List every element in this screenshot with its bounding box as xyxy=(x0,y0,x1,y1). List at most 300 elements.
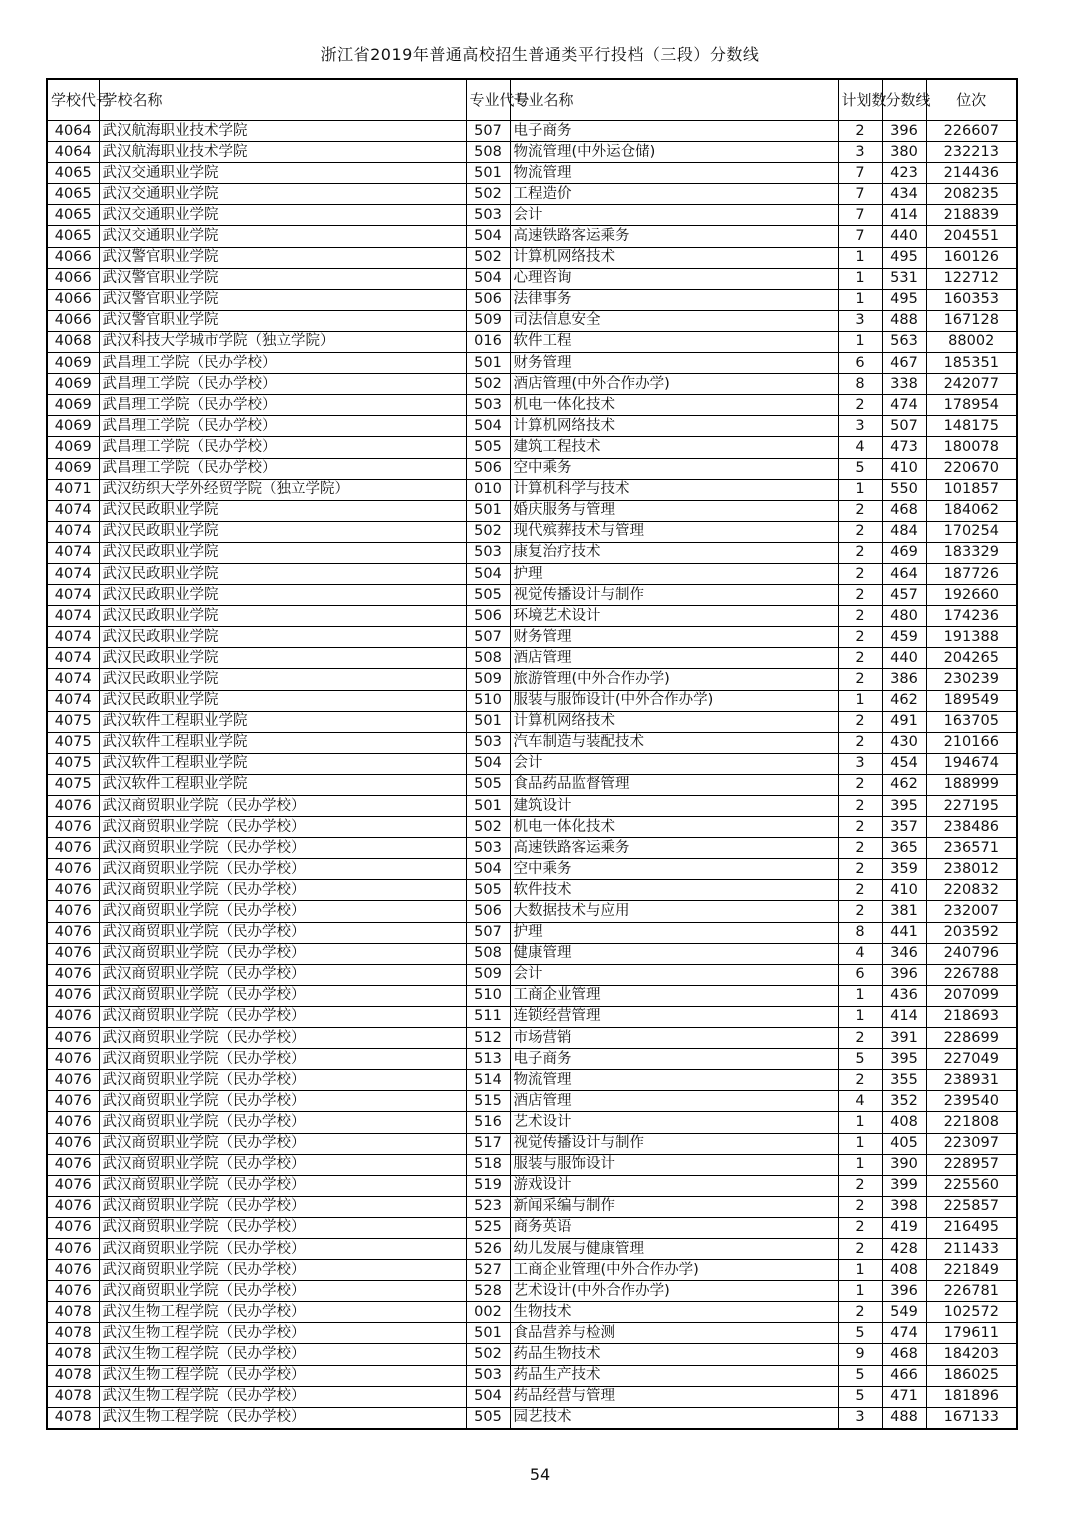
cell-score: 405 xyxy=(882,1133,926,1154)
cell-school-code: 4069 xyxy=(47,353,99,374)
cell-rank: 188999 xyxy=(926,774,1017,795)
cell-school-name: 武汉商贸职业学院（民办学校） xyxy=(99,817,466,838)
cell-school-code: 4064 xyxy=(47,121,99,142)
cell-school-name: 武汉生物工程学院（民办学校） xyxy=(99,1302,466,1323)
cell-major-code: 505 xyxy=(466,585,510,606)
cell-score: 352 xyxy=(882,1091,926,1112)
cell-score: 467 xyxy=(882,353,926,374)
cell-rank: 204265 xyxy=(926,648,1017,669)
cell-school-code: 4076 xyxy=(47,1260,99,1281)
cell-rank: 211433 xyxy=(926,1238,1017,1259)
table-row xyxy=(47,1238,1017,1259)
table-row xyxy=(47,732,1017,753)
cell-major-code: 503 xyxy=(466,395,510,416)
header-score: 分数线 xyxy=(882,79,926,121)
cell-score: 414 xyxy=(882,1006,926,1027)
cell-major-name: 财务管理 xyxy=(510,627,838,648)
cell-major-code: 502 xyxy=(466,184,510,205)
cell-major-name: 计算机网络技术 xyxy=(510,247,838,268)
cell-rank: 216495 xyxy=(926,1217,1017,1238)
table-row xyxy=(47,416,1017,437)
cell-score: 474 xyxy=(882,395,926,416)
cell-school-name: 武汉软件工程职业学院 xyxy=(99,711,466,732)
cell-major-code: 010 xyxy=(466,479,510,500)
cell-score: 471 xyxy=(882,1386,926,1407)
cell-major-code: 505 xyxy=(466,774,510,795)
cell-plan: 3 xyxy=(838,753,882,774)
cell-major-code: 513 xyxy=(466,1049,510,1070)
cell-rank: 192660 xyxy=(926,585,1017,606)
cell-score: 408 xyxy=(882,1260,926,1281)
cell-school-code: 4069 xyxy=(47,395,99,416)
cell-score: 468 xyxy=(882,1344,926,1365)
cell-school-name: 武汉商贸职业学院（民办学校） xyxy=(99,1049,466,1070)
cell-score: 396 xyxy=(882,1281,926,1302)
cell-plan: 2 xyxy=(838,121,882,142)
cell-score: 359 xyxy=(882,859,926,880)
cell-school-name: 武汉商贸职业学院（民办学校） xyxy=(99,964,466,985)
cell-school-name: 武昌理工学院（民办学校） xyxy=(99,416,466,437)
cell-rank: 230239 xyxy=(926,669,1017,690)
cell-school-code: 4065 xyxy=(47,226,99,247)
table-row xyxy=(47,331,1017,352)
cell-school-name: 武昌理工学院（民办学校） xyxy=(99,374,466,395)
cell-school-code: 4068 xyxy=(47,331,99,352)
cell-major-code: 523 xyxy=(466,1196,510,1217)
cell-school-name: 武昌理工学院（民办学校） xyxy=(99,437,466,458)
cell-major-name: 计算机科学与技术 xyxy=(510,479,838,500)
cell-school-code: 4069 xyxy=(47,416,99,437)
cell-school-code: 4065 xyxy=(47,205,99,226)
cell-major-code: 504 xyxy=(466,416,510,437)
cell-rank: 167128 xyxy=(926,310,1017,331)
cell-plan: 2 xyxy=(838,1302,882,1323)
cell-school-code: 4076 xyxy=(47,1196,99,1217)
cell-school-name: 武汉生物工程学院（民办学校） xyxy=(99,1407,466,1429)
table-row xyxy=(47,142,1017,163)
cell-plan: 2 xyxy=(838,880,882,901)
cell-major-name: 物流管理 xyxy=(510,163,838,184)
cell-score: 464 xyxy=(882,563,926,584)
cell-major-code: 501 xyxy=(466,1323,510,1344)
cell-school-name: 武汉警官职业学院 xyxy=(99,268,466,289)
cell-score: 484 xyxy=(882,521,926,542)
cell-rank: 203592 xyxy=(926,922,1017,943)
cell-school-name: 武汉交通职业学院 xyxy=(99,184,466,205)
cell-major-code: 002 xyxy=(466,1302,510,1323)
cell-plan: 5 xyxy=(838,1323,882,1344)
cell-rank: 101857 xyxy=(926,479,1017,500)
header-school-name: 学校名称 xyxy=(99,79,466,121)
cell-school-code: 4074 xyxy=(47,648,99,669)
cell-school-name: 武汉商贸职业学院（民办学校） xyxy=(99,1006,466,1027)
table-row xyxy=(47,774,1017,795)
cell-major-name: 会计 xyxy=(510,753,838,774)
table-row xyxy=(47,184,1017,205)
cell-major-code: 506 xyxy=(466,901,510,922)
cell-major-code: 501 xyxy=(466,500,510,521)
cell-school-code: 4076 xyxy=(47,1070,99,1091)
cell-score: 473 xyxy=(882,437,926,458)
cell-rank: 163705 xyxy=(926,711,1017,732)
cell-major-name: 现代殡葬技术与管理 xyxy=(510,521,838,542)
cell-major-name: 生物技术 xyxy=(510,1302,838,1323)
cell-major-code: 502 xyxy=(466,817,510,838)
cell-school-name: 武汉民政职业学院 xyxy=(99,606,466,627)
cell-rank: 232007 xyxy=(926,901,1017,922)
cell-major-name: 市场营销 xyxy=(510,1028,838,1049)
cell-school-code: 4076 xyxy=(47,796,99,817)
table-row xyxy=(47,1006,1017,1027)
table-row xyxy=(47,1323,1017,1344)
cell-major-name: 工程造价 xyxy=(510,184,838,205)
cell-school-name: 武汉商贸职业学院（民办学校） xyxy=(99,1196,466,1217)
cell-rank: 88002 xyxy=(926,331,1017,352)
cell-rank: 220670 xyxy=(926,458,1017,479)
cell-rank: 187726 xyxy=(926,563,1017,584)
cell-score: 381 xyxy=(882,901,926,922)
cell-school-code: 4078 xyxy=(47,1323,99,1344)
cell-plan: 2 xyxy=(838,648,882,669)
cell-major-name: 婚庆服务与管理 xyxy=(510,500,838,521)
table-row xyxy=(47,268,1017,289)
cell-plan: 7 xyxy=(838,184,882,205)
cell-score: 338 xyxy=(882,374,926,395)
cell-rank: 226788 xyxy=(926,964,1017,985)
cell-school-name: 武昌理工学院（民办学校） xyxy=(99,458,466,479)
cell-school-code: 4078 xyxy=(47,1407,99,1429)
cell-school-name: 武汉商贸职业学院（民办学校） xyxy=(99,1133,466,1154)
cell-plan: 7 xyxy=(838,163,882,184)
cell-rank: 227195 xyxy=(926,796,1017,817)
cell-major-name: 会计 xyxy=(510,964,838,985)
cell-plan: 3 xyxy=(838,1407,882,1429)
cell-rank: 226607 xyxy=(926,121,1017,142)
cell-plan: 2 xyxy=(838,1238,882,1259)
cell-major-code: 509 xyxy=(466,669,510,690)
cell-school-code: 4069 xyxy=(47,374,99,395)
cell-score: 390 xyxy=(882,1154,926,1175)
cell-school-code: 4075 xyxy=(47,774,99,795)
cell-school-code: 4064 xyxy=(47,142,99,163)
cell-major-code: 515 xyxy=(466,1091,510,1112)
cell-rank: 236571 xyxy=(926,838,1017,859)
cell-rank: 170254 xyxy=(926,521,1017,542)
cell-major-code: 528 xyxy=(466,1281,510,1302)
table-row xyxy=(47,1365,1017,1386)
table-row xyxy=(47,922,1017,943)
cell-major-name: 司法信息安全 xyxy=(510,310,838,331)
cell-major-code: 502 xyxy=(466,1344,510,1365)
cell-school-name: 武汉民政职业学院 xyxy=(99,500,466,521)
cell-major-name: 财务管理 xyxy=(510,353,838,374)
cell-rank: 220832 xyxy=(926,880,1017,901)
cell-major-code: 507 xyxy=(466,627,510,648)
cell-major-name: 物流管理(中外运仓储) xyxy=(510,142,838,163)
cell-major-name: 空中乘务 xyxy=(510,859,838,880)
cell-rank: 223097 xyxy=(926,1133,1017,1154)
cell-school-code: 4075 xyxy=(47,753,99,774)
cell-school-name: 武汉商贸职业学院（民办学校） xyxy=(99,1028,466,1049)
cell-rank: 238486 xyxy=(926,817,1017,838)
cell-score: 357 xyxy=(882,817,926,838)
cell-school-name: 武汉商贸职业学院（民办学校） xyxy=(99,796,466,817)
table-row xyxy=(47,395,1017,416)
page-title: 浙江省2019年普通高校招生普通类平行投档（三段）分数线 xyxy=(320,45,760,64)
cell-rank: 180078 xyxy=(926,437,1017,458)
cell-school-code: 4078 xyxy=(47,1302,99,1323)
cell-school-code: 4071 xyxy=(47,479,99,500)
cell-major-name: 高速铁路客运乘务 xyxy=(510,226,838,247)
cell-major-name: 健康管理 xyxy=(510,943,838,964)
cell-school-code: 4076 xyxy=(47,1281,99,1302)
cell-major-code: 502 xyxy=(466,521,510,542)
cell-school-name: 武汉生物工程学院（民办学校） xyxy=(99,1365,466,1386)
table-row xyxy=(47,521,1017,542)
cell-rank: 240796 xyxy=(926,943,1017,964)
cell-school-code: 4074 xyxy=(47,606,99,627)
cell-rank: 227049 xyxy=(926,1049,1017,1070)
table-header-row xyxy=(47,79,1017,121)
cell-school-name: 武汉商贸职业学院（民办学校） xyxy=(99,1281,466,1302)
cell-plan: 6 xyxy=(838,353,882,374)
cell-major-name: 游戏设计 xyxy=(510,1175,838,1196)
table-row xyxy=(47,859,1017,880)
cell-school-name: 武汉交通职业学院 xyxy=(99,163,466,184)
cell-school-name: 武汉生物工程学院（民办学校） xyxy=(99,1386,466,1407)
table-row xyxy=(47,1260,1017,1281)
table-row xyxy=(47,648,1017,669)
cell-plan: 2 xyxy=(838,627,882,648)
cell-major-name: 软件技术 xyxy=(510,880,838,901)
cell-school-name: 武昌理工学院（民办学校） xyxy=(99,353,466,374)
cell-rank: 191388 xyxy=(926,627,1017,648)
page-number: 54 xyxy=(529,1465,551,1484)
cell-score: 346 xyxy=(882,943,926,964)
cell-rank: 167133 xyxy=(926,1407,1017,1429)
cell-school-code: 4074 xyxy=(47,669,99,690)
cell-plan: 2 xyxy=(838,1070,882,1091)
cell-plan: 2 xyxy=(838,711,882,732)
table-row xyxy=(47,226,1017,247)
cell-rank: 242077 xyxy=(926,374,1017,395)
cell-major-name: 工商企业管理(中外合作办学) xyxy=(510,1260,838,1281)
cell-school-code: 4076 xyxy=(47,1175,99,1196)
cell-major-name: 服装与服饰设计(中外合作办学) xyxy=(510,690,838,711)
cell-major-name: 幼儿发展与健康管理 xyxy=(510,1238,838,1259)
cell-score: 395 xyxy=(882,796,926,817)
cell-score: 531 xyxy=(882,268,926,289)
cell-school-name: 武汉民政职业学院 xyxy=(99,669,466,690)
cell-major-code: 508 xyxy=(466,943,510,964)
cell-major-code: 504 xyxy=(466,753,510,774)
cell-major-code: 512 xyxy=(466,1028,510,1049)
cell-plan: 1 xyxy=(838,247,882,268)
cell-major-code: 507 xyxy=(466,922,510,943)
table-row xyxy=(47,479,1017,500)
table-row xyxy=(47,500,1017,521)
cell-major-name: 环境艺术设计 xyxy=(510,606,838,627)
cell-rank: 189549 xyxy=(926,690,1017,711)
cell-score: 495 xyxy=(882,247,926,268)
table-row xyxy=(47,1281,1017,1302)
cell-major-code: 502 xyxy=(466,247,510,268)
cell-plan: 2 xyxy=(838,859,882,880)
cell-major-name: 空中乘务 xyxy=(510,458,838,479)
cell-school-name: 武汉商贸职业学院（民办学校） xyxy=(99,1091,466,1112)
table-row xyxy=(47,817,1017,838)
cell-school-name: 武汉警官职业学院 xyxy=(99,310,466,331)
cell-major-name: 电子商务 xyxy=(510,1049,838,1070)
cell-school-name: 武汉商贸职业学院（民办学校） xyxy=(99,1175,466,1196)
cell-score: 430 xyxy=(882,732,926,753)
cell-major-code: 514 xyxy=(466,1070,510,1091)
cell-school-code: 4074 xyxy=(47,563,99,584)
cell-rank: 221849 xyxy=(926,1260,1017,1281)
cell-school-code: 4066 xyxy=(47,247,99,268)
cell-school-name: 武汉民政职业学院 xyxy=(99,585,466,606)
cell-major-name: 计算机网络技术 xyxy=(510,711,838,732)
cell-major-name: 电子商务 xyxy=(510,121,838,142)
cell-major-name: 机电一体化技术 xyxy=(510,395,838,416)
cell-school-code: 4076 xyxy=(47,901,99,922)
cell-plan: 4 xyxy=(838,1091,882,1112)
cell-school-code: 4074 xyxy=(47,521,99,542)
cell-plan: 2 xyxy=(838,838,882,859)
cell-major-name: 酒店管理 xyxy=(510,1091,838,1112)
header-plan: 计划数 xyxy=(838,79,882,121)
cell-score: 398 xyxy=(882,1196,926,1217)
cell-plan: 9 xyxy=(838,1344,882,1365)
cell-plan: 8 xyxy=(838,374,882,395)
cell-score: 365 xyxy=(882,838,926,859)
cell-major-name: 视觉传播设计与制作 xyxy=(510,1133,838,1154)
cell-school-code: 4066 xyxy=(47,310,99,331)
cell-school-code: 4066 xyxy=(47,268,99,289)
cell-major-name: 连锁经营管理 xyxy=(510,1006,838,1027)
cell-score: 355 xyxy=(882,1070,926,1091)
cell-plan: 1 xyxy=(838,268,882,289)
cell-rank: 232213 xyxy=(926,142,1017,163)
cell-major-code: 505 xyxy=(466,437,510,458)
cell-score: 434 xyxy=(882,184,926,205)
cell-major-name: 艺术设计(中外合作办学) xyxy=(510,1281,838,1302)
cell-rank: 204551 xyxy=(926,226,1017,247)
cell-school-name: 武汉生物工程学院（民办学校） xyxy=(99,1344,466,1365)
cell-major-name: 新闻采编与制作 xyxy=(510,1196,838,1217)
table-row xyxy=(47,121,1017,142)
cell-score: 491 xyxy=(882,711,926,732)
cell-school-code: 4076 xyxy=(47,859,99,880)
cell-plan: 2 xyxy=(838,732,882,753)
table-row xyxy=(47,289,1017,310)
cell-rank: 228699 xyxy=(926,1028,1017,1049)
cell-major-code: 506 xyxy=(466,289,510,310)
cell-major-code: 506 xyxy=(466,606,510,627)
cell-major-name: 护理 xyxy=(510,563,838,584)
cell-school-code: 4066 xyxy=(47,289,99,310)
cell-major-name: 旅游管理(中外合作办学) xyxy=(510,669,838,690)
cell-school-name: 武汉商贸职业学院（民办学校） xyxy=(99,1070,466,1091)
cell-score: 507 xyxy=(882,416,926,437)
cell-plan: 2 xyxy=(838,669,882,690)
cell-school-code: 4074 xyxy=(47,690,99,711)
table-row xyxy=(47,205,1017,226)
table-row xyxy=(47,1196,1017,1217)
cell-major-code: 016 xyxy=(466,331,510,352)
cell-major-code: 503 xyxy=(466,1365,510,1386)
cell-rank: 102572 xyxy=(926,1302,1017,1323)
cell-plan: 2 xyxy=(838,817,882,838)
cell-school-name: 武汉软件工程职业学院 xyxy=(99,732,466,753)
cell-school-name: 武汉软件工程职业学院 xyxy=(99,774,466,795)
cell-major-code: 508 xyxy=(466,142,510,163)
cell-major-name: 园艺技术 xyxy=(510,1407,838,1429)
cell-rank: 207099 xyxy=(926,985,1017,1006)
header-rank: 位次 xyxy=(926,79,1017,121)
cell-major-name: 建筑设计 xyxy=(510,796,838,817)
cell-school-name: 武汉民政职业学院 xyxy=(99,542,466,563)
cell-major-name: 酒店管理(中外合作办学) xyxy=(510,374,838,395)
cell-major-code: 519 xyxy=(466,1175,510,1196)
cell-score: 423 xyxy=(882,163,926,184)
cell-major-name: 工商企业管理 xyxy=(510,985,838,1006)
cell-major-code: 518 xyxy=(466,1154,510,1175)
cell-major-code: 503 xyxy=(466,542,510,563)
cell-rank: 122712 xyxy=(926,268,1017,289)
table-row xyxy=(47,247,1017,268)
cell-score: 462 xyxy=(882,774,926,795)
cell-plan: 2 xyxy=(838,901,882,922)
cell-rank: 221808 xyxy=(926,1112,1017,1133)
cell-school-code: 4076 xyxy=(47,880,99,901)
cell-rank: 238012 xyxy=(926,859,1017,880)
cell-major-code: 510 xyxy=(466,690,510,711)
cell-score: 457 xyxy=(882,585,926,606)
table-row xyxy=(47,1175,1017,1196)
header-school-code: 学校代号 xyxy=(47,79,99,121)
cell-plan: 8 xyxy=(838,922,882,943)
cell-rank: 185351 xyxy=(926,353,1017,374)
cell-major-code: 503 xyxy=(466,732,510,753)
cell-major-name: 机电一体化技术 xyxy=(510,817,838,838)
cell-school-name: 武汉商贸职业学院（民办学校） xyxy=(99,1112,466,1133)
cell-major-name: 食品药品监督管理 xyxy=(510,774,838,795)
cell-school-code: 4076 xyxy=(47,1028,99,1049)
cell-rank: 184203 xyxy=(926,1344,1017,1365)
cell-major-name: 食品营养与检测 xyxy=(510,1323,838,1344)
cell-score: 466 xyxy=(882,1365,926,1386)
cell-school-name: 武汉生物工程学院（民办学校） xyxy=(99,1323,466,1344)
table-row xyxy=(47,542,1017,563)
cell-major-code: 504 xyxy=(466,226,510,247)
cell-score: 386 xyxy=(882,669,926,690)
cell-school-name: 武汉航海职业技术学院 xyxy=(99,142,466,163)
table-row xyxy=(47,563,1017,584)
table-row xyxy=(47,1344,1017,1365)
cell-rank: 178954 xyxy=(926,395,1017,416)
cell-score: 468 xyxy=(882,500,926,521)
cell-score: 410 xyxy=(882,880,926,901)
cell-school-name: 武汉民政职业学院 xyxy=(99,627,466,648)
cell-plan: 7 xyxy=(838,205,882,226)
cell-major-code: 525 xyxy=(466,1217,510,1238)
cell-major-name: 会计 xyxy=(510,205,838,226)
table-row xyxy=(47,1112,1017,1133)
cell-rank: 218693 xyxy=(926,1006,1017,1027)
cell-major-name: 高速铁路客运乘务 xyxy=(510,838,838,859)
cell-school-code: 4074 xyxy=(47,585,99,606)
